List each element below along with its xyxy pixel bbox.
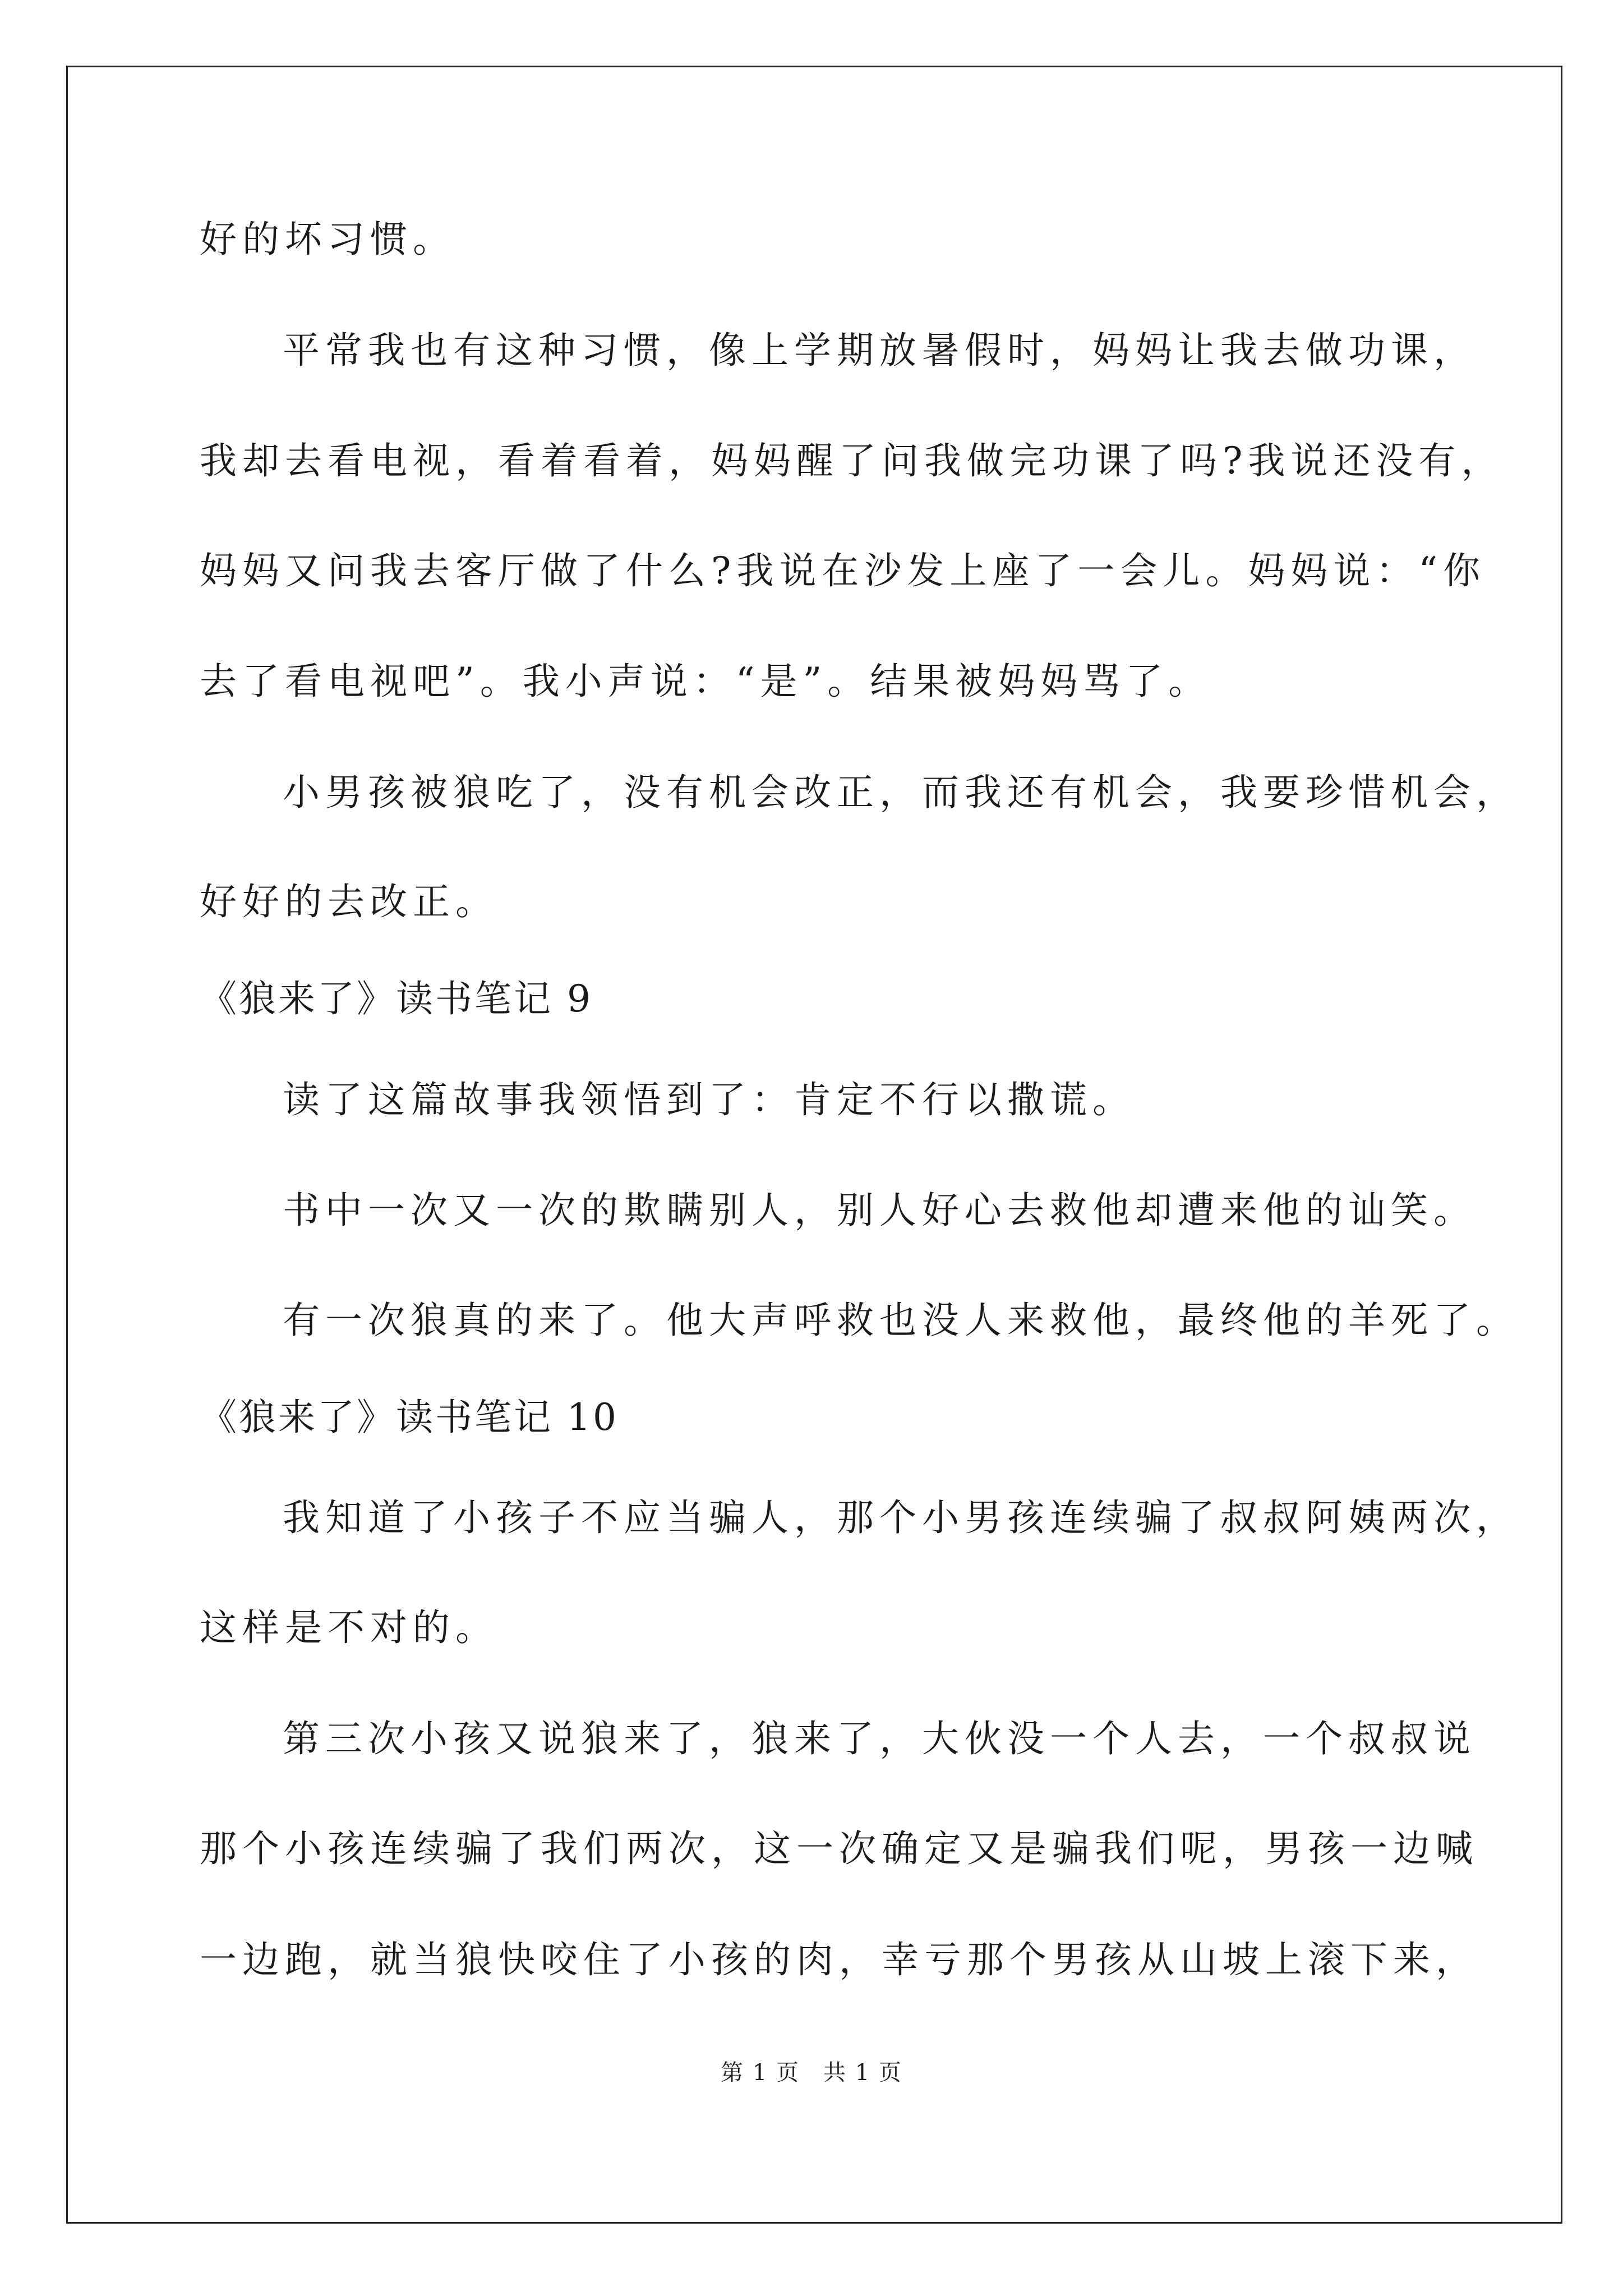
text-line: 我却去看电视，看着看着，妈妈醒了问我做完功课了吗?我说还没有， — [200, 439, 1504, 482]
text-line: 这样是不对的。 — [200, 1606, 498, 1649]
text-line: 好好的去改正。 — [200, 880, 498, 923]
text-line: 妈妈又问我去客厅做了什么?我说在沙发上座了一会儿。妈妈说：“你 — [200, 549, 1486, 592]
paragraph-line: 书中一次又一次的欺瞒别人，别人好心去救他却遭来他的讪笑。 — [283, 1189, 1476, 1232]
text-line: 去了看电视吧”。我小声说：“是”。结果被妈妈骂了。 — [200, 660, 1211, 703]
paragraph-line: 读了这篇故事我领悟到了：肯定不行以撒谎。 — [283, 1078, 1135, 1121]
page-number-footer: 第 1 页 共 1 页 — [721, 2060, 902, 2086]
text-line: 好的坏习惯。 — [200, 218, 455, 261]
paragraph-line: 小男孩被狼吃了，没有机会改正，而我还有机会，我要珍惜机会， — [283, 771, 1519, 814]
text-line: 那个小孩连续骗了我们两次，这一次确定又是骗我们呢，男孩一边喊 — [200, 1827, 1478, 1870]
page-border — [66, 66, 1562, 2224]
section-heading: 《狼来了》读书笔记 9 — [200, 977, 593, 1020]
paragraph-line: 我知道了小孩子不应当骗人，那个小男孩连续骗了叔叔阿姨两次， — [283, 1496, 1519, 1539]
paragraph-line: 有一次狼真的来了。他大声呼救也没人来救他，最终他的羊死了。 — [283, 1299, 1519, 1342]
paragraph-line: 第三次小孩又说狼来了，狼来了，大伙没一个人去，一个叔叔说 — [283, 1717, 1476, 1760]
section-heading: 《狼来了》读书笔记 10 — [200, 1396, 619, 1439]
paragraph-line: 平常我也有这种习惯，像上学期放暑假时，妈妈让我去做功课， — [283, 329, 1476, 372]
text-line: 一边跑，就当狼快咬住了小孩的肉，幸亏那个男孩从山坡上滚下来， — [200, 1938, 1478, 1981]
